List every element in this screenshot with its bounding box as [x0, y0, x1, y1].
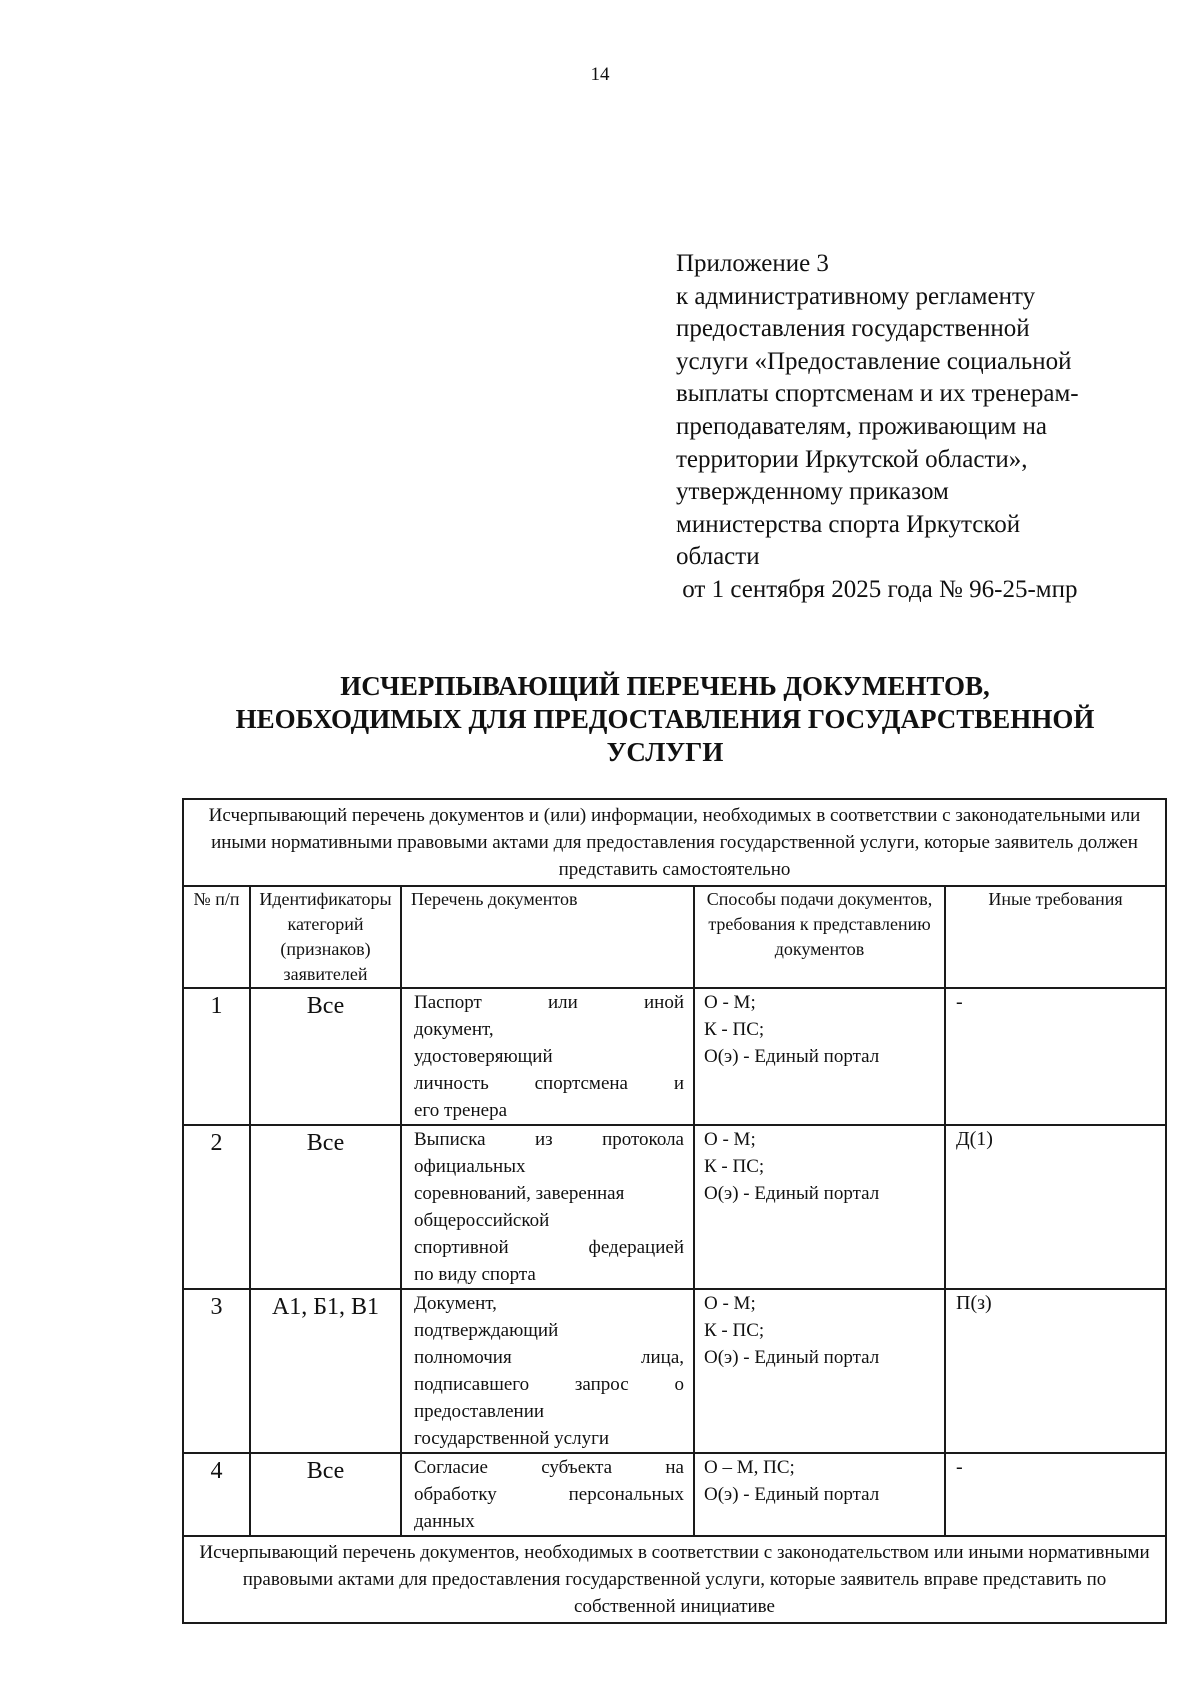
doc-line: официальных — [414, 1156, 526, 1177]
row-methods — [694, 1289, 945, 1453]
row-num: 1 — [183, 988, 250, 1125]
appendix-line: предоставления государственной — [676, 315, 1030, 343]
table-row — [183, 988, 1166, 1125]
appendix-header — [676, 248, 1146, 607]
section-footer-row — [183, 1536, 1166, 1623]
page-number: 14 — [590, 64, 610, 85]
appendix-line: утвержденному приказом — [676, 478, 949, 506]
section-header-row — [183, 799, 1166, 886]
method-line: О - М; — [704, 1129, 756, 1150]
row-category: Все — [250, 1453, 401, 1536]
doc-line: удостоверяющий — [414, 1046, 553, 1067]
table-row — [183, 1453, 1166, 1536]
appendix-line: к административному регламенту — [676, 282, 1036, 310]
row-document — [401, 1125, 694, 1289]
doc-line: Документ, — [414, 1293, 497, 1314]
section-optional-docs: Исчерпывающий перечень документов, необходимых в соответствии с законодательством или иными нормативными правовыми актами для предоставления государственной услуги, которые заявитель вправе представить по собственной инициативе — [183, 1536, 1166, 1623]
method-line: О - М; — [704, 992, 756, 1013]
doc-line: государственной услуги — [414, 1428, 610, 1449]
appendix-line: области — [676, 543, 760, 571]
table-row — [183, 1289, 1166, 1453]
doc-line: общероссийской — [414, 1210, 550, 1231]
title-line: НЕОБХОДИМЫХ ДЛЯ ПРЕДОСТАВЛЕНИЯ ГОСУДАРСТВЕННОЙ — [235, 704, 1095, 734]
appendix-line: министерства спорта Иркутской — [676, 510, 1021, 538]
doc-line: обработку персональных — [414, 1484, 684, 1505]
method-line: К - ПС; — [704, 1156, 765, 1177]
table-row — [183, 1125, 1166, 1289]
method-line: О(э) - Единый портал — [704, 1183, 880, 1204]
row-methods — [694, 988, 945, 1125]
header-documents: Перечень документов — [401, 886, 694, 988]
header-num: № п/п — [183, 886, 250, 988]
row-category: А1, Б1, В1 — [250, 1289, 401, 1453]
row-num: 3 — [183, 1289, 250, 1453]
method-line: О(э) - Единый портал — [704, 1046, 880, 1067]
method-line: О - М; — [704, 1293, 756, 1314]
method-line: К - ПС; — [704, 1320, 765, 1341]
doc-line: спортивной федерацией — [414, 1237, 684, 1258]
header-methods: Способы подачи документов, требования к представлению документов — [694, 886, 945, 988]
method-line: О(э) - Единый портал — [704, 1347, 880, 1368]
method-line: К - ПС; — [704, 1019, 765, 1040]
doc-line: соревнований, заверенная — [414, 1183, 625, 1204]
documents-table — [182, 798, 1167, 1624]
row-document — [401, 1453, 694, 1536]
row-category: Все — [250, 1125, 401, 1289]
appendix-line: выплаты спортсменам и их тренерам- — [676, 380, 1079, 408]
appendix-line: услуги «Предоставление социальной — [676, 347, 1072, 375]
row-document — [401, 1289, 694, 1453]
doc-line: по виду спорта — [414, 1264, 536, 1285]
column-header-row — [183, 886, 1166, 988]
doc-line: полномочия лица, — [414, 1347, 684, 1368]
row-other: - — [945, 1453, 1166, 1536]
row-num: 2 — [183, 1125, 250, 1289]
appendix-line: территории Иркутской области», — [676, 445, 1028, 473]
doc-line: подписавшего запрос о — [414, 1374, 684, 1395]
appendix-line: Приложение 3 — [676, 250, 829, 277]
doc-line: предоставлении — [414, 1401, 545, 1422]
doc-line: Выписка из протокола — [414, 1129, 684, 1150]
section-required-docs: Исчерпывающий перечень документов и (или) информации, необходимых в соответствии с законодательными или иными нормативными правовыми актами для предоставления государственной услуги, которые заявитель должен представить самостоятельно — [183, 799, 1166, 886]
method-line: О – М, ПС; — [704, 1457, 795, 1478]
doc-line: Согласие субъекта на — [414, 1457, 684, 1478]
doc-line: личность спортсмена и — [414, 1073, 684, 1094]
doc-line: Паспорт или иной — [414, 992, 684, 1013]
method-line: О(э) - Единый портал — [704, 1484, 880, 1505]
row-methods — [694, 1453, 945, 1536]
row-other: Д(1) — [945, 1125, 1166, 1289]
title-line: ИСЧЕРПЫВАЮЩИЙ ПЕРЕЧЕНЬ ДОКУМЕНТОВ, — [340, 671, 990, 701]
header-other: Иные требования — [945, 886, 1166, 988]
doc-line: документ, — [414, 1019, 494, 1040]
title-line: УСЛУГИ — [606, 737, 724, 767]
doc-line: его тренера — [414, 1100, 508, 1121]
header-category: Идентификаторы категорий (признаков) заявителей — [250, 886, 401, 988]
row-other: - — [945, 988, 1166, 1125]
appendix-line: преподавателям, проживающим на — [676, 412, 1048, 440]
row-category: Все — [250, 988, 401, 1125]
row-num: 4 — [183, 1453, 250, 1536]
doc-line: данных — [414, 1511, 475, 1532]
doc-line: подтверждающий — [414, 1320, 559, 1341]
appendix-line: от 1 сентября 2025 года № 96-25-мпр — [676, 575, 1078, 603]
row-document — [401, 988, 694, 1125]
row-other: П(з) — [945, 1289, 1166, 1453]
row-methods — [694, 1125, 945, 1289]
document-title — [185, 670, 1145, 769]
